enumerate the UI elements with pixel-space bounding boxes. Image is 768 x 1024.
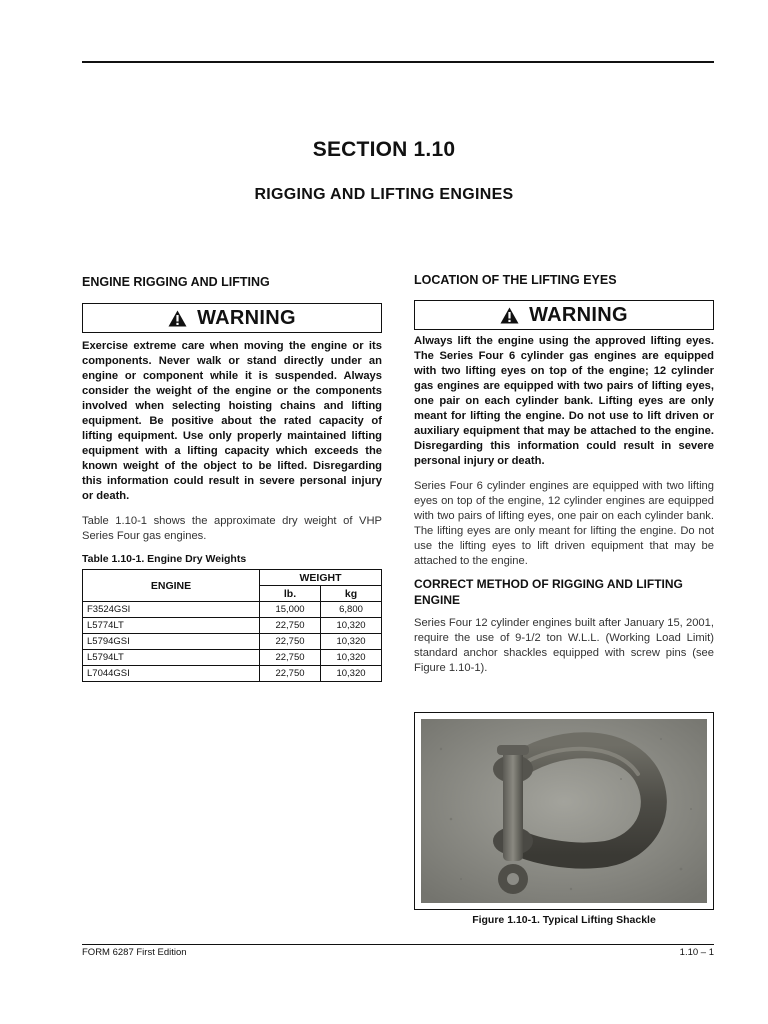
table-row <box>83 650 382 666</box>
engine-cell: L5794GSI <box>83 634 260 650</box>
bottom-rule <box>82 944 714 945</box>
lifting-eyes-paragraph: Series Four 6 cylinder engines are equipped with two lifting eyes on top of the engine, 12 cylinder engines are equipped with two pairs of lifting eyes, one pair on each cylinder bank. The lifting eyes are only meant for lifting the engine. Do not use the lifting eyes to lift driven equipment that may be attached to the engine. <box>414 480 714 567</box>
right-column <box>414 272 714 676</box>
correct-method-heading: CORRECT METHOD OF RIGGING AND LIFTING ENGINE <box>414 577 683 607</box>
lifting-eyes-heading: LOCATION OF THE LIFTING EYES <box>414 273 617 287</box>
engine-rigging-heading: ENGINE RIGGING AND LIFTING <box>82 275 270 289</box>
dry-weight-paragraph: Table 1.10-1 shows the approximate dry weight of VHP Series Four gas engines. <box>82 515 382 542</box>
kg-cell: 10,320 <box>321 634 382 650</box>
kg-cell: 10,320 <box>321 618 382 634</box>
warning-triangle-icon <box>500 307 519 324</box>
col-weight-header: WEIGHT <box>260 570 382 586</box>
section-subtitle: RIGGING AND LIFTING ENGINES <box>254 186 514 203</box>
engine-cell: F3524GSI <box>83 602 260 618</box>
engine-cell: L7044GSI <box>83 666 260 682</box>
footer-form-number: FORM 6287 First Edition <box>82 947 187 958</box>
warning-box-left <box>82 303 382 333</box>
table-header-row <box>83 570 382 586</box>
kg-cell: 10,320 <box>321 650 382 666</box>
engine-cell: L5794LT <box>83 650 260 666</box>
lb-cell: 22,750 <box>260 618 321 634</box>
footer-page-number: 1.10 – 1 <box>679 947 714 958</box>
table-row <box>83 666 382 682</box>
warning-text-right: Always lift the engine using the approved lifting eyes. The Series Four 6 cylinder gas engines are equipped with two lifting eyes on top of the engine; 12 cylinder gas engines are equipped with two pairs of lifting eyes, one pair on each cylinder bank. Lifting eyes are only meant for lifting the engine. Do not use to lift driven or auxiliary equipment that may be attached to the engine. Disregarding this information could result in severe personal injury or death. <box>414 335 714 467</box>
engine-cell: L5774LT <box>83 618 260 634</box>
top-rule <box>82 61 714 63</box>
section-title: SECTION 1.10 <box>312 138 456 161</box>
figure-frame <box>414 712 714 910</box>
table-caption: Table 1.10-1. Engine Dry Weights <box>82 553 247 565</box>
table-row <box>83 602 382 618</box>
left-column <box>82 272 382 682</box>
lb-cell: 22,750 <box>260 650 321 666</box>
shackle-paragraph: Series Four 12 cylinder engines built after January 15, 2001, require the use of 9-1/2 ton W.L.L. (Working Load Limit) standard anchor shackles equipped with screw pins (see Figure 1.10-1). <box>414 617 714 674</box>
col-lb-header: lb. <box>260 586 321 602</box>
warning-label: WARNING <box>529 303 628 326</box>
kg-cell: 10,320 <box>321 666 382 682</box>
warning-triangle-icon <box>168 310 187 327</box>
lb-cell: 22,750 <box>260 666 321 682</box>
table-row <box>83 618 382 634</box>
kg-cell: 6,800 <box>321 602 382 618</box>
lb-cell: 22,750 <box>260 634 321 650</box>
table-row <box>83 634 382 650</box>
lb-cell: 15,000 <box>260 602 321 618</box>
warning-box-right <box>414 300 714 330</box>
col-kg-header: kg <box>321 586 382 602</box>
engine-weights-table <box>82 569 382 682</box>
figure-caption: Figure 1.10-1. Typical Lifting Shackle <box>472 914 656 926</box>
warning-text-left: Exercise extreme care when moving the engine or its components. Never walk or stand directly under an engine or component while it is suspended. Always consider the weight of the engine or the components involved when selecting hoisting chains and lifting equipment. Be positive about the rated capacity of lifting equipment. Use only properly maintained lifting equipment with a lifting capacity which exceeds the known weight of the object to be lifted. Disregarding this information could result in severe personal injury or death. <box>82 340 382 502</box>
lifting-shackle-photo <box>421 719 707 903</box>
warning-label: WARNING <box>197 306 296 329</box>
col-engine-header: ENGINE <box>83 570 260 602</box>
